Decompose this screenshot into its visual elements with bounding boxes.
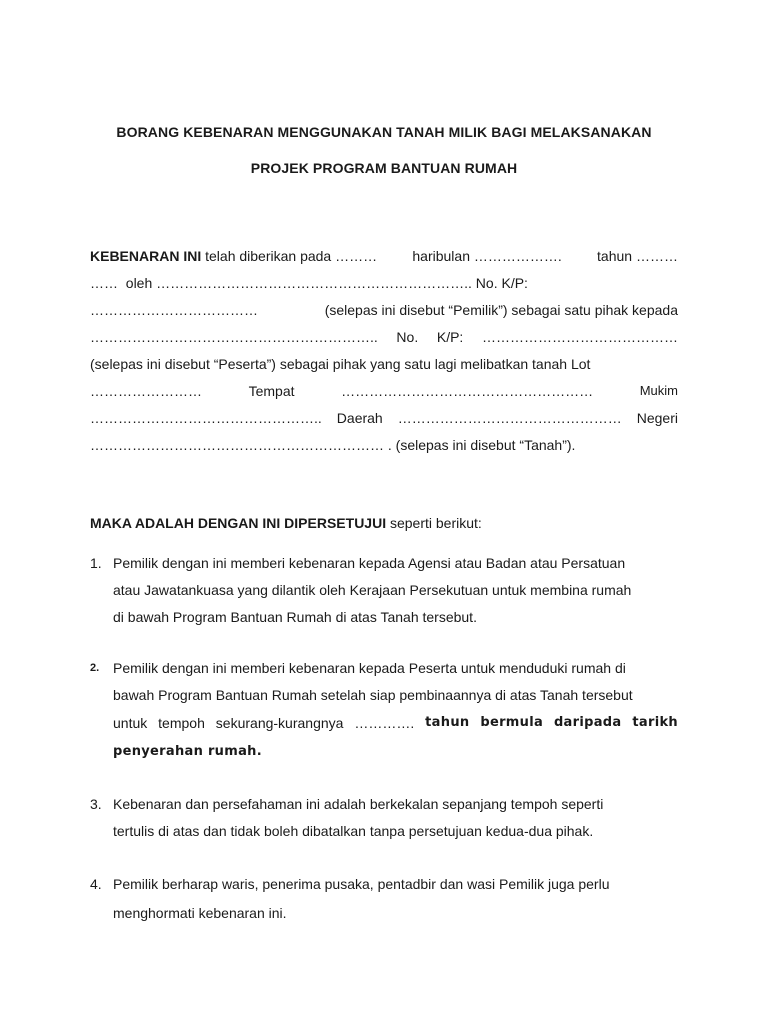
form-title-line-1: BORANG KEBENARAN MENGGUNAKAN TANAH MILIK BAGI MELAKSANAKAN — [116, 124, 652, 140]
owner-name-blank: oleh ………………………………………………………….. No. K/P: — [125, 275, 528, 291]
participant-ic-blank: …………………………………… — [481, 329, 678, 345]
preamble-line-1 — [90, 247, 678, 265]
preamble-lead: KEBENARAN INI — [90, 248, 202, 264]
preamble-line-7 — [90, 409, 678, 427]
year-blank-cont: …… — [90, 275, 118, 291]
form-title-line-2: PROJEK PROGRAM BANTUAN RUMAH — [250, 160, 518, 176]
word-bold: daripada — [553, 715, 622, 730]
word-bold: tahun — [425, 715, 470, 730]
preamble-line-8: ……………………………………………………… . (selepas ini disebut “Tanah”). — [90, 437, 576, 453]
preamble-line-2 — [90, 274, 678, 292]
participant-name-blank: …………………………………………………….. — [90, 329, 378, 345]
preamble-line-5: (selepas ini disebut “Peserta”) sebagai pihak yang satu lagi melibatkan tanah Lot — [90, 356, 591, 372]
item-3-line-2: tertulis di atas dan tidak boleh dibatalkan tanpa persetujuan kedua-dua pihak. — [113, 823, 594, 839]
item-1-line-1 — [113, 555, 678, 571]
item-number: 3. — [90, 796, 102, 812]
date-day-blank: telah diberikan pada ……… — [205, 248, 378, 264]
tenure-years-blank: …………. — [354, 715, 415, 731]
item-4-line-2: menghormati kebenaran ini. — [113, 905, 287, 921]
word-bold: tarikh — [632, 715, 678, 730]
mukim-blank: ………………………………………….. — [90, 410, 322, 426]
owner-definition: (selepas ini disebut “Pemilik”) sebagai satu pihak kepada — [324, 302, 678, 318]
word: sekurang-kurangnya — [215, 715, 344, 731]
item-2-line-3 — [113, 715, 678, 731]
participant-kp-label: K/P: — [436, 329, 464, 345]
preamble-line-3 — [90, 301, 678, 319]
agreement-heading — [90, 514, 678, 532]
item-2-line-4: penyerahan rumah. — [113, 744, 262, 759]
tempat-label: Tempat — [248, 383, 295, 399]
item-2-line-1: Pemilik dengan ini memberi kebenaran kepada Peserta untuk menduduki rumah di — [113, 660, 626, 676]
item-number: 2. — [90, 662, 100, 674]
negeri-label: Negeri — [636, 410, 678, 426]
item-number: 4. — [90, 876, 102, 892]
word: tempoh — [158, 715, 205, 731]
item-4-line-1: Pemilik berharap waris, penerima pusaka, pentadbir dan wasi Pemilik juga perlu — [113, 876, 610, 892]
item-1-line-3: di bawah Program Bantuan Rumah di atas Tanah tersebut. — [113, 609, 477, 625]
item-3-line-1: Kebenaran dan persefahaman ini adalah berkekalan sepanjang tempoh seperti — [113, 796, 604, 812]
item-text: Pemilik dengan ini memberi kebenaran kepada Agensi atau Badan atau Persatuan — [113, 555, 626, 571]
daerah-blank: ………………………………………… — [397, 410, 622, 426]
tempat-blank: ……………………………………………… — [341, 383, 594, 399]
word-bold: bermula — [480, 715, 544, 730]
item-number: 1. — [90, 555, 102, 571]
preamble-line-4 — [90, 328, 678, 346]
owner-ic-blank: ……………………………… — [90, 302, 258, 318]
item-1-line-2: atau Jawatankuasa yang dilantik oleh Kerajaan Persekutuan untuk membina rumah — [113, 582, 632, 598]
date-month-blank: haribulan ………………. — [412, 248, 562, 264]
agreement-heading-bold: MAKA ADALAH DENGAN INI DIPERSETUJUI — [90, 515, 387, 531]
item-2-line-2: bawah Program Bantuan Rumah setelah siap pembinaannya di atas Tanah tersebut — [113, 687, 633, 703]
agreement-heading-rest: seperti berikut: — [389, 515, 482, 531]
mukim-label: Mukim — [639, 383, 678, 398]
daerah-label: Daerah — [336, 410, 383, 426]
preamble-line-6 — [90, 382, 678, 400]
date-year-blank: tahun ……… — [597, 248, 678, 264]
lot-blank: …………………… — [90, 383, 202, 399]
word: untuk — [113, 715, 148, 731]
participant-no-label: No. — [396, 329, 419, 345]
